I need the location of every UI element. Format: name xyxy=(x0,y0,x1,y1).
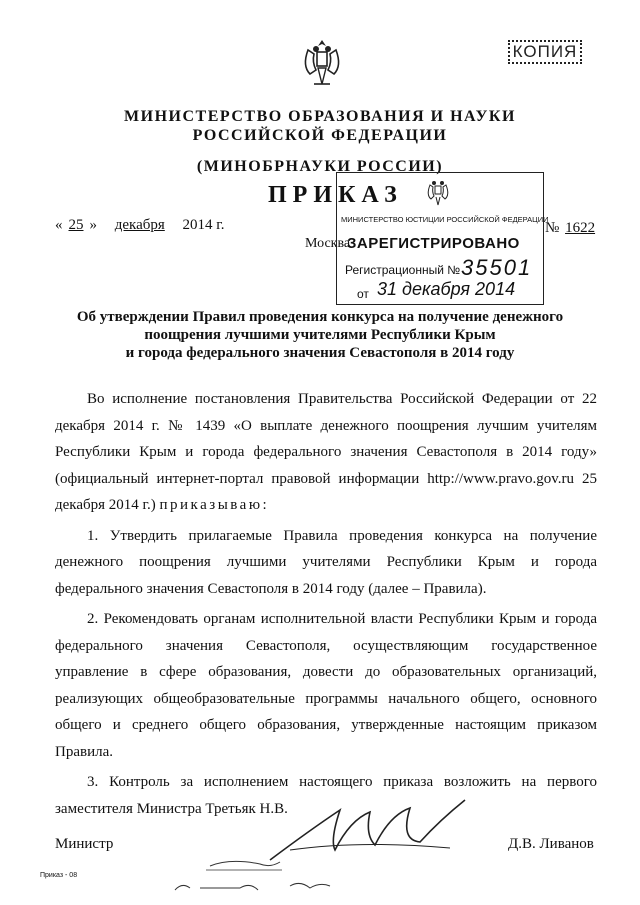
document-type: ПРИКАЗ xyxy=(268,182,403,208)
ministry-header xyxy=(0,107,640,176)
order-number xyxy=(545,220,597,237)
stamp-number-value: 35501 xyxy=(461,255,533,280)
title-line1: Об утверждении Правил проведения конкурса на получение денежного xyxy=(76,309,564,325)
ministry-short-name: (МИНОБРНАУКИ РОССИИ) xyxy=(196,158,444,175)
date-month: декабря xyxy=(114,217,165,233)
intro-text: Во исполнение постановления Правительства Российской Федерации от 22 декабря 2014 г. № 1439 «О выплате денежного поощрения лучшим учителям Республики Крым и города федерального значения Севастополя в 2014 году» (официальный интернет-портал правовой информации http://www.pravo.gov.ru 25 декабря 2014 г.) xyxy=(55,391,597,513)
stamp-date-label: от xyxy=(357,287,369,301)
approval-scribble xyxy=(170,852,340,900)
number-prefix: № xyxy=(545,220,560,236)
date-quote-close: » xyxy=(89,217,97,233)
intro-paragraph xyxy=(55,386,597,519)
signatory-position: Министр xyxy=(55,836,114,852)
title-line3: и города федерального значения Севастополя в 2014 году xyxy=(125,345,515,361)
coat-of-arms-icon xyxy=(300,36,344,92)
stamp-status: ЗАРЕГИСТРИРОВАНО xyxy=(347,235,520,252)
ministry-name-line2: РОССИЙСКОЙ ФЕДЕРАЦИИ xyxy=(192,127,448,144)
order-date xyxy=(55,217,225,234)
ministry-name-line1: МИНИСТЕРСТВО ОБРАЗОВАНИЯ И НАУКИ xyxy=(124,108,516,125)
stamp-ministry: МИНИСТЕРСТВО ЮСТИЦИИ РОССИЙСКОЙ ФЕДЕРАЦИИ xyxy=(341,215,549,224)
city: Москва xyxy=(305,236,351,251)
item-3: 3. Контроль за исполнением настоящего приказа возложить на первого заместителя Министра Третьяк Н.В. xyxy=(55,774,597,817)
number-value: 1622 xyxy=(565,220,596,236)
order-word: приказываю: xyxy=(159,497,270,513)
registration-stamp xyxy=(336,172,549,305)
stamp-emblem-icon xyxy=(425,177,451,207)
item-2: 2. Рекомендовать органам исполнительной власти Республики Крым и города федерального значения Севастополя, осуществляющим государственное управление в сфере образования, довести до образовательных организаций, реализующих общеобразовательные программы начального общего, основного общего и среднего общего образования, утвержденные настоящим приказом Правила. xyxy=(55,611,597,760)
document-title xyxy=(0,308,640,362)
copy-stamp: КОПИЯ xyxy=(508,40,582,64)
date-quote-open: « xyxy=(55,217,63,233)
date-day: 25 xyxy=(68,217,84,233)
signatory-name: Д.В. Ливанов xyxy=(508,836,594,852)
document-body xyxy=(55,386,597,822)
date-year: 2014 г. xyxy=(182,217,225,233)
title-line2: поощрения лучшими учителями Республики Крым xyxy=(144,327,496,343)
stamp-number-label: Регистрационный № xyxy=(345,263,461,277)
item-1: 1. Утвердить прилагаемые Правила проведения конкурса на получение денежного поощрения лучшими учителями Республики Крым и города федерального значения Севастополя в 2014 году (далее – Правила). xyxy=(55,527,597,597)
footer-code: Приказ - 08 xyxy=(40,872,78,879)
stamp-date-value: 31 декабря 2014 xyxy=(377,279,516,299)
